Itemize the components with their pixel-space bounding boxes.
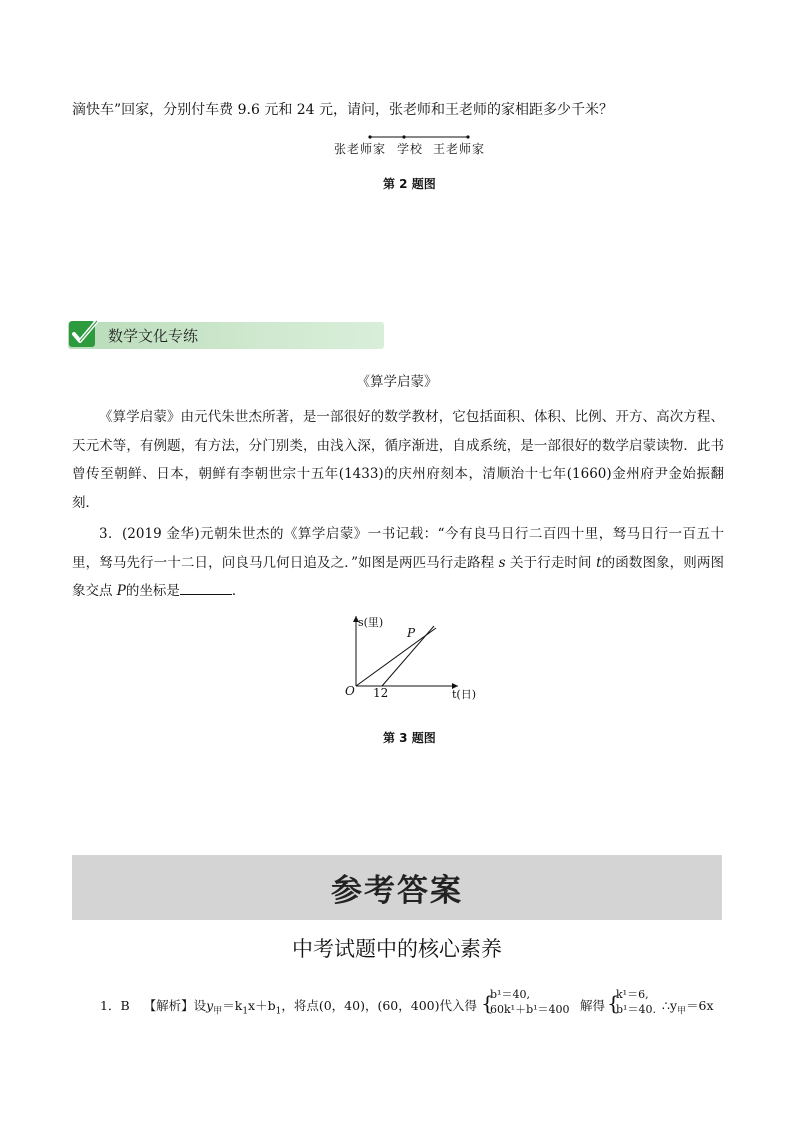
answer-1-eq: ＝k [222,998,243,1013]
answer-1-line [100,996,477,1017]
question-3-text-a: 3．(2019 金华)元朝朱世杰的《算学启蒙》一书记载：“今有良马日行二百四十里，驽马日行一百五十里，驽马先行一十二日，问良马几何日追及之．”如图是两匹马行走路程 [72,526,724,571]
answer-1-sub-jia: 甲 [213,1006,223,1017]
figure-2-point-school [402,135,405,138]
y-axis-label: s(里) [358,616,384,629]
question-3-var-s: s [498,554,506,571]
answers-subheading: 中考试题中的核心素养 [292,937,502,961]
question-3-text-e: ． [231,583,246,599]
system-1-top: b¹＝40, [490,988,530,1001]
answer-1-tag: 【解析】 [143,998,194,1013]
answer-1-text-2: ，将点(0，40)，(60，400)代入得 [281,998,477,1013]
system-1-brace: { [481,991,494,1015]
figure-2-point-wang [466,135,469,138]
question-3-var-t: t [596,554,602,571]
system-2-bottom: b¹＝40. [616,1003,656,1016]
question-3-text-c: 的函数图象，则两图象交点 [72,554,725,599]
figure-2-point-zhang [368,135,371,138]
system-1 [490,987,570,1017]
question-3-text-b: 关于行走时间 [509,554,592,571]
system-2 [616,987,656,1017]
figure-3-caption: 第 3 题图 [383,731,436,745]
answer-blank[interactable] [180,582,232,595]
line-slow-horse [356,628,436,686]
question-3-text-d: 的坐标是 [125,583,180,599]
culture-title: 《算学启蒙》 [356,374,438,390]
answers-banner [72,855,722,920]
answer-1-conclusion [662,996,714,1017]
answer-1-sub-jia-2: 甲 [677,1006,687,1017]
intersection-label: P [407,626,416,640]
question-3-var-p: P [116,583,126,599]
system-2-top: k¹＝6, [616,988,649,1001]
figure-2-label-wang: 王老师家 [433,142,486,156]
answer-1-x-plus: x＋b [248,998,276,1013]
answer-1-number: 1．B [100,998,130,1013]
culture-paragraph: 《算学启蒙》由元代朱世杰所著，是一部很好的数学教材，它包括面积、体积、比例、开方、高次方程、天元术等，有例题，有方法，分门别类，由浅入深，循序渐进，自成系统，是一部很好的数学启蒙读物．此书曾传至朝鲜、日本，朝鲜有李朝世宗十五年(1433)的庆州府刻本，清顺治十七年(1660)金州府尹金始振翻刻． [72,409,724,511]
answers-title: 参考答案 [331,873,463,909]
section-badge-label: 数学文化专练 [108,327,199,345]
question-3-text [72,520,724,606]
answer-1-k-sub: 1 [242,1006,249,1017]
answer-1-b-sub: 1 [275,1006,282,1017]
figure-2-label-zhang: 张老师家 [334,142,387,156]
checkmark-icon [68,318,100,350]
answer-1-var-y: y [206,998,214,1013]
system-1-bottom: 60k¹＋b¹＝400 [490,1003,570,1016]
figure-2-caption: 第 2 题图 [383,177,436,191]
x-axis-label: t(日) [452,688,477,701]
answer-1-text-5: ＝6x [686,998,714,1013]
tick-label-12: 12 [373,686,389,700]
figure-2-label-school: 学校 [397,142,424,156]
answer-1-text-4: ∴y [662,998,678,1013]
answer-1-text-3: 解得 [580,998,606,1013]
origin-label: O [345,684,355,698]
answer-1-text-1: 设 [193,998,207,1013]
system-2-brace: { [607,991,620,1015]
problem-2-continuation: 滴快车”回家，分别付车费 9.6 元和 24 元，请问，张老师和王老师的家相距多少千米？ [72,102,614,118]
